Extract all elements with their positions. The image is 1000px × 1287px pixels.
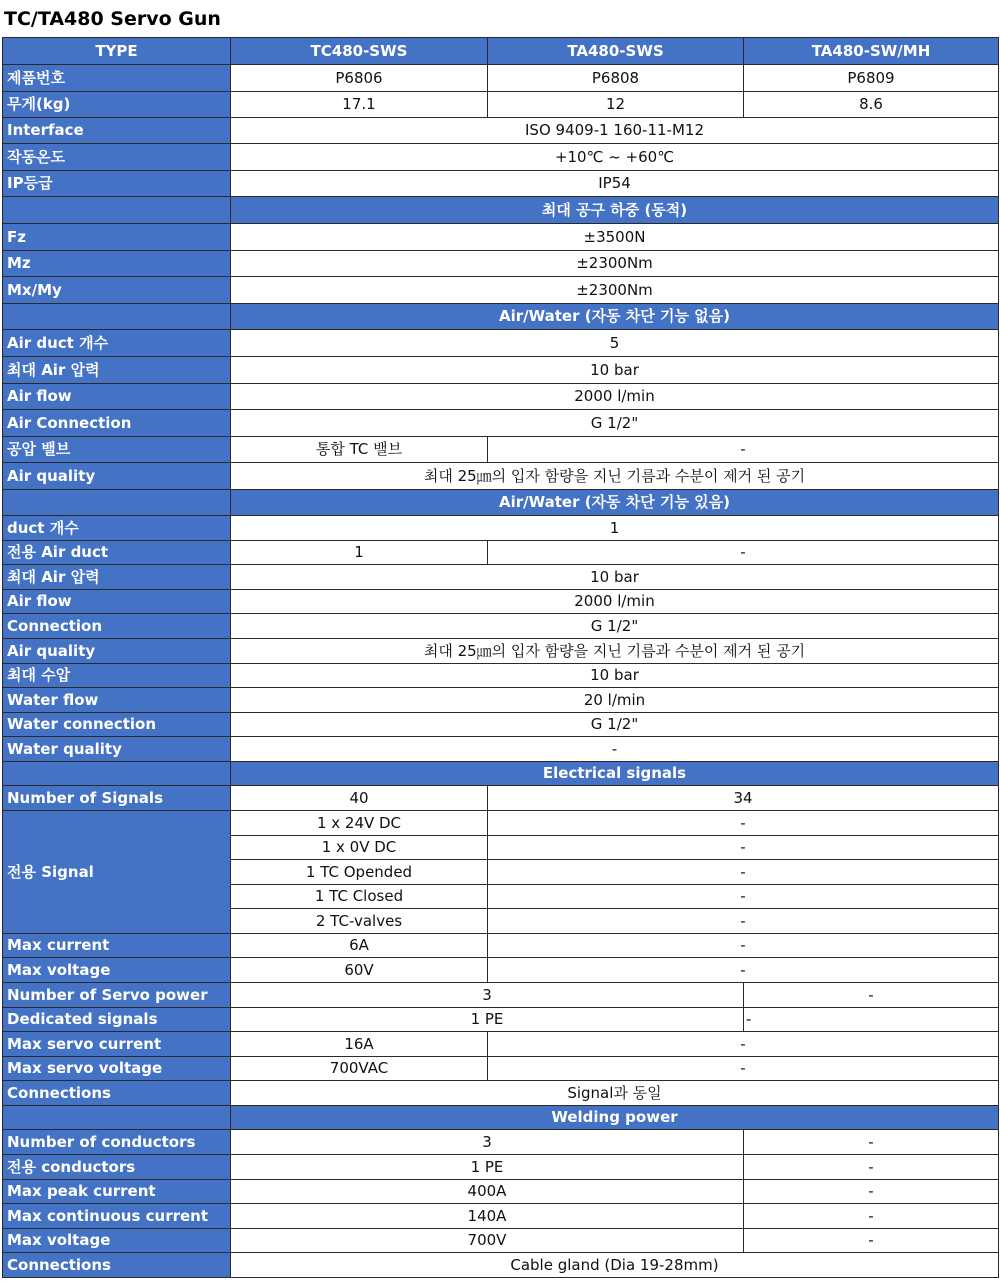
header-ta480-sw-mh: TA480-SW/MH xyxy=(744,38,999,65)
table-cell: - xyxy=(488,1057,999,1081)
table-cell: 60V xyxy=(231,958,488,983)
table-row xyxy=(3,1204,999,1229)
table-row xyxy=(3,490,999,516)
row-label: Max current xyxy=(3,934,231,958)
row-label: Interface xyxy=(3,118,231,144)
table-cell: 2000 l/min xyxy=(231,384,999,410)
row-label: Max continuous current xyxy=(3,1204,231,1229)
table-row xyxy=(3,614,999,639)
row-label: Fz xyxy=(3,224,231,251)
row-label: 최대 Air 압력 xyxy=(3,357,231,384)
row-label: Max voltage xyxy=(3,958,231,983)
table-cell: - xyxy=(744,1130,999,1155)
row-label: Water connection xyxy=(3,713,231,737)
table-row xyxy=(3,958,999,983)
table-cell: 1 TC Opended xyxy=(231,860,488,885)
table-cell: 16A xyxy=(231,1032,488,1057)
table-cell: 10 bar xyxy=(231,357,999,384)
row-label: Air quality xyxy=(3,463,231,490)
table-row xyxy=(3,65,999,92)
table-cell: - xyxy=(488,437,999,463)
table-cell: - xyxy=(744,1008,999,1032)
table-cell: - xyxy=(744,1155,999,1180)
table-cell: 20 l/min xyxy=(231,688,999,713)
table-cell: Signal과 동일 xyxy=(231,1081,999,1106)
table-row xyxy=(3,811,999,836)
table-cell: 3 xyxy=(231,983,744,1008)
table-cell: - xyxy=(744,983,999,1008)
row-label xyxy=(3,304,231,330)
header-type: TYPE xyxy=(3,38,231,65)
row-label: Mz xyxy=(3,251,231,277)
table-cell: P6806 xyxy=(231,65,488,92)
table-cell: 최대 25㎛의 입자 함량을 지닌 기름과 수분이 제거 된 공기 xyxy=(231,639,999,664)
table-cell: 1 x 24V DC xyxy=(231,811,488,836)
row-label: 전용 Air duct xyxy=(3,541,231,565)
table-cell: 1 PE xyxy=(231,1008,744,1032)
table-cell: - xyxy=(488,811,999,836)
row-label: Max peak current xyxy=(3,1180,231,1204)
table-cell: ±2300Nm xyxy=(231,277,999,304)
table-row xyxy=(3,384,999,410)
row-label: Connections xyxy=(3,1253,231,1278)
table-row xyxy=(3,171,999,197)
table-row xyxy=(3,737,999,762)
table-cell: 17.1 xyxy=(231,92,488,118)
page-title: TC/TA480 Servo Gun xyxy=(4,8,221,30)
table-cell: - xyxy=(488,934,999,958)
table-row xyxy=(3,541,999,565)
row-label: 공압 밸브 xyxy=(3,437,231,463)
table-cell: - xyxy=(231,737,999,762)
table-cell: 1 xyxy=(231,516,999,541)
header-ta480-sws: TA480-SWS xyxy=(488,38,744,65)
row-label: Max servo voltage xyxy=(3,1057,231,1081)
table-cell: 34 xyxy=(488,786,999,811)
section-header: 최대 공구 하중 (동적) xyxy=(231,197,999,224)
row-label: Water flow xyxy=(3,688,231,713)
table-cell: 10 bar xyxy=(231,664,999,688)
row-label xyxy=(3,762,231,786)
table-row xyxy=(3,688,999,713)
table-cell: 3 xyxy=(231,1130,744,1155)
table-cell: - xyxy=(744,1180,999,1204)
table-cell: 700V xyxy=(231,1229,744,1253)
row-label: duct 개수 xyxy=(3,516,231,541)
table-cell: 최대 25㎛의 입자 함량을 지닌 기름과 수분이 제거 된 공기 xyxy=(231,463,999,490)
row-label: Air flow xyxy=(3,590,231,614)
row-label: 전용 conductors xyxy=(3,1155,231,1180)
row-label: Air quality xyxy=(3,639,231,664)
table-cell: 140A xyxy=(231,1204,744,1229)
row-label: 제품번호 xyxy=(3,65,231,92)
table-row xyxy=(3,762,999,786)
table-cell: 700VAC xyxy=(231,1057,488,1081)
row-label: Dedicated signals xyxy=(3,1008,231,1032)
table-row xyxy=(3,1081,999,1106)
section-header: Welding power xyxy=(231,1106,999,1130)
table-row xyxy=(3,516,999,541)
row-label: 전용 Signal xyxy=(3,811,231,934)
table-row xyxy=(3,410,999,437)
row-label: Connection xyxy=(3,614,231,639)
table-cell: - xyxy=(488,885,999,909)
table-cell: G 1/2" xyxy=(231,713,999,737)
table-row xyxy=(3,197,999,224)
table-cell: 10 bar xyxy=(231,565,999,590)
section-header: Air/Water (자동 차단 기능 있음) xyxy=(231,490,999,516)
table-cell: 1 PE xyxy=(231,1155,744,1180)
row-label xyxy=(3,1106,231,1130)
table-row xyxy=(3,1130,999,1155)
table-cell: - xyxy=(488,1032,999,1057)
table-row xyxy=(3,463,999,490)
table-row xyxy=(3,118,999,144)
row-label: Air duct 개수 xyxy=(3,330,231,357)
table-cell: 통합 TC 밸브 xyxy=(231,437,488,463)
table-cell: ISO 9409-1 160-11-M12 xyxy=(231,118,999,144)
table-cell: G 1/2" xyxy=(231,410,999,437)
row-label: Mx/My xyxy=(3,277,231,304)
row-label xyxy=(3,490,231,516)
table-row xyxy=(3,1180,999,1204)
section-header: Electrical signals xyxy=(231,762,999,786)
table-row xyxy=(3,144,999,171)
table-cell: 2 TC-valves xyxy=(231,909,488,934)
table-cell: 12 xyxy=(488,92,744,118)
row-label: Air flow xyxy=(3,384,231,410)
table-cell: 400A xyxy=(231,1180,744,1204)
table-row xyxy=(3,224,999,251)
table-row xyxy=(3,786,999,811)
table-row xyxy=(3,277,999,304)
section-header: Air/Water (자동 차단 기능 없음) xyxy=(231,304,999,330)
table-cell: - xyxy=(488,836,999,860)
table-row xyxy=(3,1229,999,1253)
table-cell: - xyxy=(744,1229,999,1253)
table-row xyxy=(3,357,999,384)
table-cell: 6A xyxy=(231,934,488,958)
table-row xyxy=(3,1057,999,1081)
table-cell: - xyxy=(488,541,999,565)
table-row xyxy=(3,565,999,590)
table-row xyxy=(3,1155,999,1180)
row-label: 작동온도 xyxy=(3,144,231,171)
table-cell: +10℃ ~ +60℃ xyxy=(231,144,999,171)
table-cell: - xyxy=(488,909,999,934)
table-row xyxy=(3,251,999,277)
row-label: IP등급 xyxy=(3,171,231,197)
table-row xyxy=(3,330,999,357)
row-label: Connections xyxy=(3,1081,231,1106)
table-cell: IP54 xyxy=(231,171,999,197)
table-row xyxy=(3,934,999,958)
table-cell: - xyxy=(488,860,999,885)
table-cell: 40 xyxy=(231,786,488,811)
table-row xyxy=(3,983,999,1008)
table-row xyxy=(3,664,999,688)
header-row xyxy=(3,38,999,65)
row-label: Water quality xyxy=(3,737,231,762)
header-tc480-sws: TC480-SWS xyxy=(231,38,488,65)
table-cell: Cable gland (Dia 19-28mm) xyxy=(231,1253,999,1278)
table-cell: 5 xyxy=(231,330,999,357)
table-row xyxy=(3,92,999,118)
table-cell: ±2300Nm xyxy=(231,251,999,277)
table-row xyxy=(3,1253,999,1278)
table-cell: 1 TC Closed xyxy=(231,885,488,909)
table-cell: P6808 xyxy=(488,65,744,92)
table-cell: G 1/2" xyxy=(231,614,999,639)
row-label: 최대 Air 압력 xyxy=(3,565,231,590)
row-label: Max voltage xyxy=(3,1229,231,1253)
table-cell: 1 x 0V DC xyxy=(231,836,488,860)
row-label: Number of Signals xyxy=(3,786,231,811)
table-cell: P6809 xyxy=(744,65,999,92)
table-row xyxy=(3,590,999,614)
table-row xyxy=(3,437,999,463)
row-label: Number of conductors xyxy=(3,1130,231,1155)
row-label: 최대 수압 xyxy=(3,664,231,688)
spec-table xyxy=(2,37,999,1278)
table-row xyxy=(3,304,999,330)
table-cell: - xyxy=(488,958,999,983)
table-row xyxy=(3,1106,999,1130)
table-cell: 8.6 xyxy=(744,92,999,118)
row-label xyxy=(3,197,231,224)
table-cell: 2000 l/min xyxy=(231,590,999,614)
table-row xyxy=(3,713,999,737)
row-label: Number of Servo power xyxy=(3,983,231,1008)
table-cell: - xyxy=(744,1204,999,1229)
row-label: Air Connection xyxy=(3,410,231,437)
table-cell: 1 xyxy=(231,541,488,565)
row-label: 무게(kg) xyxy=(3,92,231,118)
table-row xyxy=(3,639,999,664)
table-cell: ±3500N xyxy=(231,224,999,251)
row-label: Max servo current xyxy=(3,1032,231,1057)
table-row xyxy=(3,1032,999,1057)
table-row xyxy=(3,1008,999,1032)
